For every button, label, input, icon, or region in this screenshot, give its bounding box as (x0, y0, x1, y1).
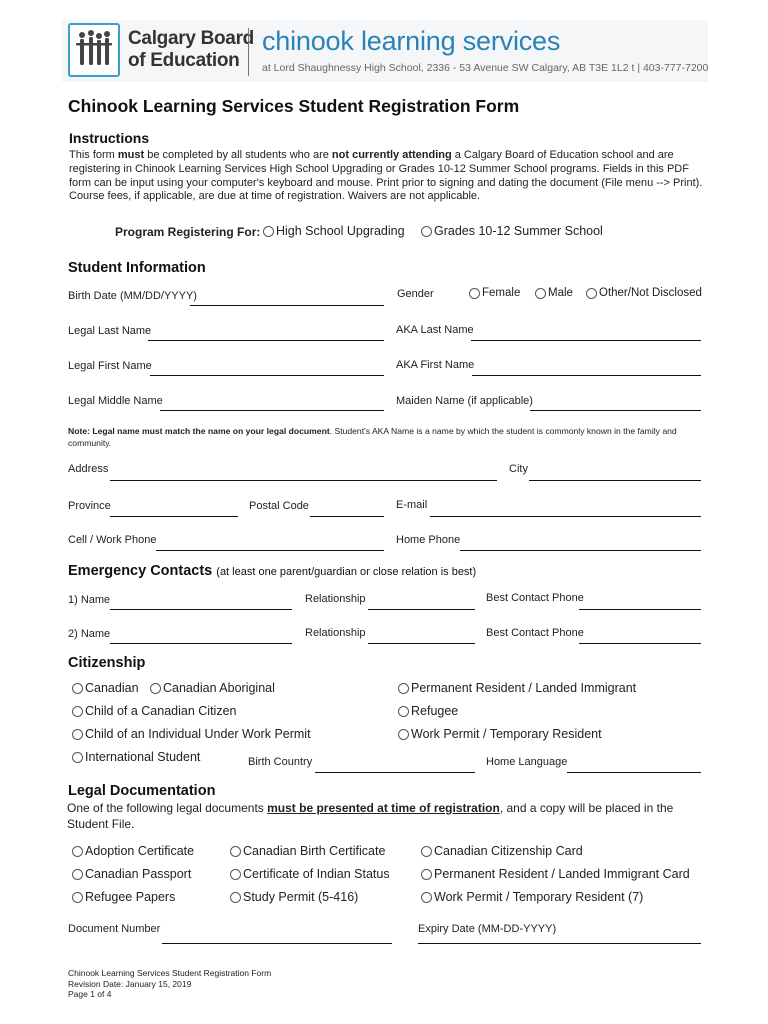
radio-label: Canadian Citizenship Card (434, 844, 583, 858)
legal-docs-heading: Legal Documentation (68, 783, 216, 799)
page-title: Chinook Learning Services Student Registration Form (68, 96, 520, 116)
radio-circle-icon (230, 846, 241, 857)
radio-circle-icon (150, 683, 161, 694)
contact2-name-label: 2) Name (68, 628, 111, 640)
radio-circle-icon (421, 892, 432, 903)
home-language-field[interactable] (567, 772, 701, 773)
contact2-relationship-field[interactable] (368, 643, 475, 644)
radio-female[interactable] (469, 287, 520, 299)
footer-page-number: Page 1 of 4 (68, 989, 112, 999)
radio-label: Adoption Certificate (85, 844, 195, 858)
radio-circle-icon (263, 226, 274, 237)
radio-label: Refugee (411, 704, 459, 718)
contact2-phone-label: Best Contact Phone (486, 627, 584, 639)
cell-phone-field[interactable] (156, 550, 384, 551)
home-phone-field[interactable] (460, 550, 701, 551)
radio-circle-icon (72, 869, 83, 880)
radio-refugee[interactable] (398, 704, 458, 718)
email-label: E-mail (396, 499, 428, 511)
radio-international-student[interactable] (72, 750, 200, 764)
contact1-name-field[interactable] (110, 609, 292, 610)
instructions-emphasis: must (117, 149, 145, 161)
radio-citizenship-card[interactable] (421, 844, 583, 858)
gender-label: Gender (397, 288, 434, 300)
city-label: City (509, 463, 528, 475)
contact2-name-field[interactable] (110, 643, 292, 644)
radio-circle-icon (72, 683, 83, 694)
program-label: Program Registering For: (115, 225, 261, 239)
legal-last-label: Legal Last Name (68, 325, 152, 337)
contact2-phone-field[interactable] (579, 643, 701, 644)
instructions-text (69, 149, 709, 204)
legal-docs-emphasis: must be presented at time of registration (267, 801, 500, 815)
province-label: Province (68, 500, 111, 512)
radio-label: Other/Not Disclosed (599, 287, 702, 299)
aka-last-field[interactable] (471, 340, 701, 341)
page-footer (68, 968, 271, 1000)
address-label: Address (68, 463, 109, 475)
legal-docs-part: , and a copy will be placed in the Student File. (67, 801, 674, 831)
maiden-field[interactable] (530, 410, 701, 411)
home-language-label: Home Language (486, 756, 568, 768)
radio-summer-school[interactable] (421, 224, 603, 238)
city-field[interactable] (529, 480, 701, 481)
radio-label: Female (482, 287, 521, 299)
radio-indian-status[interactable] (230, 867, 390, 881)
radio-circle-icon (535, 288, 546, 299)
radio-circle-icon (72, 892, 83, 903)
radio-circle-icon (421, 869, 432, 880)
legal-docs-text (67, 801, 707, 832)
radio-canadian[interactable] (72, 681, 139, 695)
postal-code-field[interactable] (310, 516, 384, 517)
radio-label: Refugee Papers (85, 890, 176, 904)
document-number-field[interactable] (162, 943, 392, 944)
radio-label: Certificate of Indian Status (243, 867, 390, 881)
radio-circle-icon (469, 288, 480, 299)
radio-other[interactable] (586, 287, 702, 299)
note-emphasis: Note: Legal name must match the name on your legal document (68, 426, 330, 436)
radio-label: Child of a Canadian Citizen (85, 704, 237, 718)
radio-label: Study Permit (5-416) (243, 890, 359, 904)
aka-first-field[interactable] (472, 375, 701, 376)
birth-country-label: Birth Country (248, 756, 313, 768)
student-info-heading: Student Information (68, 260, 206, 276)
legal-middle-field[interactable] (160, 410, 384, 411)
radio-circle-icon (421, 846, 432, 857)
radio-circle-icon (72, 729, 83, 740)
birth-date-field[interactable] (190, 305, 384, 306)
radio-label: International Student (85, 750, 201, 764)
legal-name-note (68, 425, 698, 449)
radio-label: Work Permit / Temporary Resident (7) (434, 890, 644, 904)
people-logo-icon (70, 25, 118, 75)
document-number-label: Document Number (68, 923, 161, 935)
radio-circle-icon (230, 892, 241, 903)
postal-code-label: Postal Code (249, 500, 309, 512)
legal-middle-label: Legal Middle Name (68, 395, 163, 407)
instructions-part: This form (69, 149, 118, 161)
radio-label: Male (548, 287, 573, 299)
radio-permanent-resident[interactable] (398, 681, 636, 695)
birth-country-field[interactable] (315, 772, 475, 773)
contact1-phone-label: Best Contact Phone (486, 592, 584, 604)
radio-label: Canadian (85, 681, 139, 695)
note-text: . Student's AKA Name is a name by which the student is commonly known in the family and community. (68, 426, 677, 448)
expiry-date-field[interactable] (418, 943, 701, 944)
radio-canadian-aboriginal[interactable] (150, 681, 275, 695)
emergency-heading (68, 563, 476, 579)
brand-address: at Lord Shaughnessy High School, 2336 - 53 Avenue SW Calgary, AB T3E 1L2 t | 403-777-7200 (262, 62, 709, 74)
radio-label: Child of an Individual Under Work Permit (85, 727, 311, 741)
legal-last-field[interactable] (148, 340, 384, 341)
instructions-part: a Calgary Board of Education school and are registering in Chinook Learning Services High School Upgrading or Grades 10-12 Summer School programs. Fields in this PDF form can be input using your computer's keyboard and mouse. Print prior to signing and dating the document (File menu --> Print). Course fees, if applicable, are due at time of registration. Waivers are not applicable. (69, 149, 703, 203)
contact2-relationship-label: Relationship (305, 627, 366, 639)
maiden-label: Maiden Name (if applicable) (396, 395, 533, 407)
cbe-logo (68, 23, 120, 77)
radio-circle-icon (586, 288, 597, 299)
email-field[interactable] (430, 516, 701, 517)
home-phone-label: Home Phone (396, 534, 461, 546)
radio-circle-icon (72, 752, 83, 763)
radio-circle-icon (72, 846, 83, 857)
radio-label: Canadian Birth Certificate (243, 844, 386, 858)
radio-label: Work Permit / Temporary Resident (411, 727, 602, 741)
cbe-line-1: Calgary Board (128, 28, 254, 49)
radio-child-citizen[interactable] (72, 704, 236, 718)
emergency-subheading: (at least one parent/guardian or close relation is best) (216, 566, 477, 578)
emergency-title: Emergency Contacts (68, 563, 213, 579)
legal-docs-part: One of the following legal documents (67, 801, 268, 815)
contact1-phone-field[interactable] (579, 609, 701, 610)
radio-child-work-permit[interactable] (72, 727, 311, 741)
legal-first-label: Legal First Name (68, 360, 152, 372)
birth-date-label: Birth Date (MM/DD/YYYY) (68, 290, 197, 302)
cell-phone-label: Cell / Work Phone (68, 534, 157, 546)
radio-male[interactable] (535, 287, 573, 299)
aka-last-label: AKA Last Name (396, 324, 474, 336)
radio-label: Canadian Aboriginal (163, 681, 275, 695)
radio-label: Canadian Passport (85, 867, 192, 881)
contact1-relationship-field[interactable] (368, 609, 475, 610)
header-divider (248, 28, 249, 76)
expiry-date-label: Expiry Date (MM-DD-YYYY) (418, 923, 557, 935)
footer-revision-date: Revision Date: January 15, 2019 (68, 978, 192, 989)
radio-label: High School Upgrading (276, 224, 405, 238)
contact1-relationship-label: Relationship (305, 593, 366, 605)
instructions-part: be completed by all students who are (144, 149, 332, 161)
cbe-line-2: of Education (128, 50, 240, 71)
radio-circle-icon (72, 706, 83, 717)
radio-label: Grades 10-12 Summer School (434, 224, 603, 238)
footer-form-name: Chinook Learning Services Student Registration Form (68, 968, 272, 978)
brand-name: chinook learning services (262, 26, 561, 56)
radio-label: Permanent Resident / Landed Immigrant Card (434, 867, 690, 881)
radio-circle-icon (230, 869, 241, 880)
radio-circle-icon (421, 226, 432, 237)
radio-adoption-certificate[interactable] (72, 844, 194, 858)
legal-first-field[interactable] (150, 375, 384, 376)
radio-refugee-papers[interactable] (72, 890, 175, 904)
cbe-name (128, 28, 254, 72)
radio-circle-icon (398, 706, 409, 717)
contact1-name-label: 1) Name (68, 594, 111, 606)
radio-study-permit[interactable] (230, 890, 358, 904)
address-field[interactable] (110, 480, 497, 481)
radio-birth-certificate[interactable] (230, 844, 385, 858)
radio-work-permit-doc[interactable] (421, 890, 643, 904)
radio-circle-icon (398, 683, 409, 694)
instructions-heading: Instructions (69, 130, 150, 146)
aka-first-label: AKA First Name (396, 359, 475, 371)
radio-work-permit[interactable] (398, 727, 602, 741)
radio-pr-card[interactable] (421, 867, 690, 881)
instructions-emphasis: not currently attending (331, 149, 452, 161)
radio-circle-icon (398, 729, 409, 740)
province-field[interactable] (110, 516, 238, 517)
radio-high-school-upgrading[interactable] (263, 224, 405, 238)
radio-label: Permanent Resident / Landed Immigrant (411, 681, 637, 695)
citizenship-heading: Citizenship (68, 655, 146, 671)
radio-canadian-passport[interactable] (72, 867, 191, 881)
